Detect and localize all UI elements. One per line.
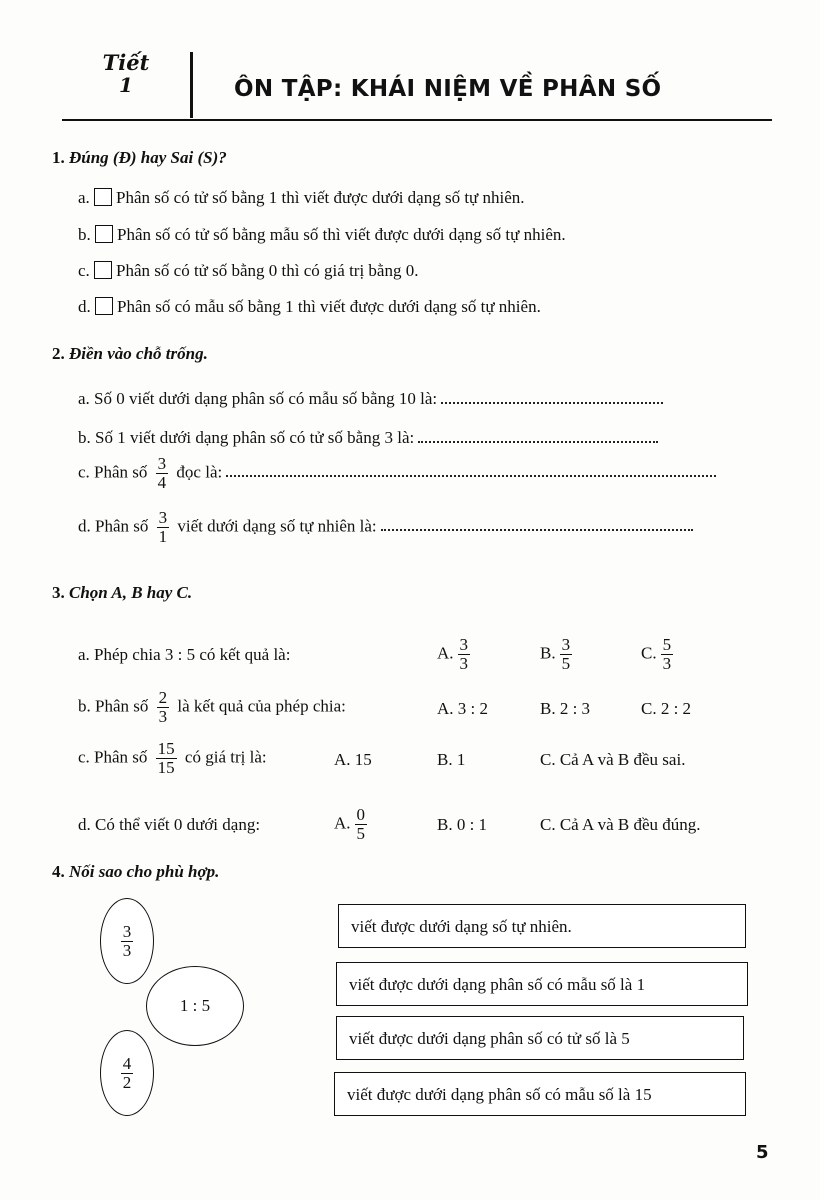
q2-b-label: b.: [78, 428, 91, 447]
q3-d-option-c[interactable]: C. Cả A và B đều đúng.: [540, 815, 701, 834]
q1-b-label: b.: [78, 225, 91, 244]
page-title: ÔN TẬP: KHÁI NIỆM VỀ PHÂN SỐ: [234, 76, 662, 102]
q2-item-b: [78, 427, 658, 448]
q1-c-label: c.: [78, 261, 90, 280]
q1-a-label: a.: [78, 188, 90, 207]
q2-b-text: Số 1 viết dưới dạng phân số có tử số bằng 3 là:: [95, 428, 415, 447]
q3-a-option-b[interactable]: B. $\frac{3}{5}$: [540, 635, 571, 673]
q1-item-b: [78, 225, 566, 245]
q2-title: Điền vào chỗ trống.: [69, 344, 208, 363]
q1-title: Đúng (Đ) hay Sai (S)?: [69, 148, 227, 167]
q1-item-d: [78, 297, 541, 317]
q2-d-fraction: $\frac{3}{1}$: [158, 508, 168, 546]
lesson-label-text: Tiết: [102, 50, 150, 75]
q3-c-label: c.: [78, 747, 90, 767]
q2-d-pre: Phân số: [95, 516, 149, 536]
q2-c-post: đọc là:: [176, 462, 223, 482]
q1-c-text: Phân số có tử số bằng 0 thì có giá trị bằng 0.: [116, 261, 419, 280]
q3-heading: [52, 583, 192, 603]
q2-heading: [52, 344, 208, 364]
q2-c-fraction: $\frac{3}{4}$: [157, 454, 167, 492]
q3-b-post: là kết quả của phép chia:: [177, 696, 346, 716]
match-right-box-1[interactable]: viết được dưới dạng số tự nhiên.: [338, 904, 746, 948]
q2-c-pre: Phân số: [94, 462, 148, 482]
q3-c-option-a[interactable]: A. 15: [334, 750, 372, 769]
q3-c-fraction: $\frac{15}{15}$: [157, 739, 175, 777]
q4-number: 4.: [52, 862, 65, 881]
q2-a-label: a.: [78, 389, 90, 408]
lesson-number: 1: [119, 73, 133, 97]
q1-b-checkbox[interactable]: [95, 225, 113, 243]
header-rule: [62, 119, 772, 121]
q2-d-answer-line[interactable]: [381, 515, 693, 531]
q2-a-text: Số 0 viết dưới dạng phân số có mẫu số bằng 10 là:: [94, 389, 438, 408]
header-divider: [190, 52, 193, 118]
q3-number: 3.: [52, 583, 65, 602]
q3-d-option-b[interactable]: B. 0 : 1: [437, 815, 488, 834]
match-right-box-2[interactable]: viết được dưới dạng phân số có mẫu số là 1: [336, 962, 748, 1006]
q3-b-option-a[interactable]: A. 3 : 2: [437, 699, 488, 718]
q1-item-a: [78, 188, 525, 208]
match-right-box-3[interactable]: viết được dưới dạng phân số có tử số là 5: [336, 1016, 744, 1060]
q3-c-option-b[interactable]: B. 1: [437, 750, 466, 769]
match-left-ellipse-1[interactable]: $\frac{3}{3}$: [100, 898, 154, 984]
q3-b-fraction: $\frac{2}{3}$: [158, 688, 168, 726]
q2-b-answer-line[interactable]: [418, 427, 658, 443]
lesson-label: [96, 52, 156, 96]
q2-item-a: [78, 388, 663, 409]
q2-item-d: [78, 509, 693, 546]
q3-b-label: b.: [78, 696, 91, 716]
q3-item-c: [78, 740, 267, 777]
q3-item-a: [78, 645, 290, 665]
q1-a-text: Phân số có tử số bằng 1 thì viết được dưới dạng số tự nhiên.: [116, 188, 525, 207]
q3-c-pre: Phân số: [94, 747, 148, 767]
q1-d-label: d.: [78, 297, 91, 316]
q2-number: 2.: [52, 344, 65, 363]
q4-title: Nối sao cho phù hợp.: [69, 862, 220, 881]
q2-d-label: d.: [78, 516, 91, 536]
q1-d-checkbox[interactable]: [95, 297, 113, 315]
q3-item-d: [78, 815, 260, 835]
q3-a-label: a.: [78, 645, 90, 664]
page-number: 5: [756, 1142, 769, 1163]
q3-c-option-c[interactable]: C. Cả A và B đều sai.: [540, 750, 686, 769]
q3-a-option-c[interactable]: C. $\frac{5}{3}$: [641, 635, 672, 673]
q1-d-text: Phân số có mẫu số bằng 1 thì viết được dưới dạng số tự nhiên.: [117, 297, 541, 316]
q1-a-checkbox[interactable]: [94, 188, 112, 206]
q3-b-option-c[interactable]: C. 2 : 2: [641, 699, 692, 718]
q3-a-option-a[interactable]: A. $\frac{3}{3}$: [437, 635, 469, 673]
q3-d-option-a[interactable]: A. $\frac{0}{5}$: [334, 805, 366, 843]
q1-c-checkbox[interactable]: [94, 261, 112, 279]
q1-item-c: [78, 261, 418, 281]
match-left-ellipse-2[interactable]: 1 : 5: [146, 966, 244, 1046]
q3-title: Chọn A, B hay C.: [69, 583, 193, 602]
q3-d-text: Có thể viết 0 dưới dạng:: [95, 815, 261, 834]
q2-c-answer-line[interactable]: [226, 461, 716, 477]
q3-d-label: d.: [78, 815, 91, 834]
q3-c-post: có giá trị là:: [184, 747, 267, 767]
q1-heading: [52, 148, 227, 168]
q1-number: 1.: [52, 148, 65, 167]
q3-b-option-b[interactable]: B. 2 : 3: [540, 699, 591, 718]
q3-a-text: Phép chia 3 : 5 có kết quả là:: [94, 645, 291, 664]
q2-c-label: c.: [78, 462, 90, 482]
match-right-box-4[interactable]: viết được dưới dạng phân số có mẫu số là 15: [334, 1072, 746, 1116]
q4-heading: [52, 862, 219, 882]
match-left-ellipse-3[interactable]: $\frac{4}{2}$: [100, 1030, 154, 1116]
q2-item-c: [78, 455, 716, 492]
q1-b-text: Phân số có tử số bằng mẫu số thì viết được dưới dạng số tự nhiên.: [117, 225, 566, 244]
q2-d-post: viết dưới dạng số tự nhiên là:: [177, 516, 377, 536]
q2-a-answer-line[interactable]: [441, 388, 663, 404]
q3-item-b: [78, 689, 346, 726]
q3-b-pre: Phân số: [95, 696, 149, 716]
